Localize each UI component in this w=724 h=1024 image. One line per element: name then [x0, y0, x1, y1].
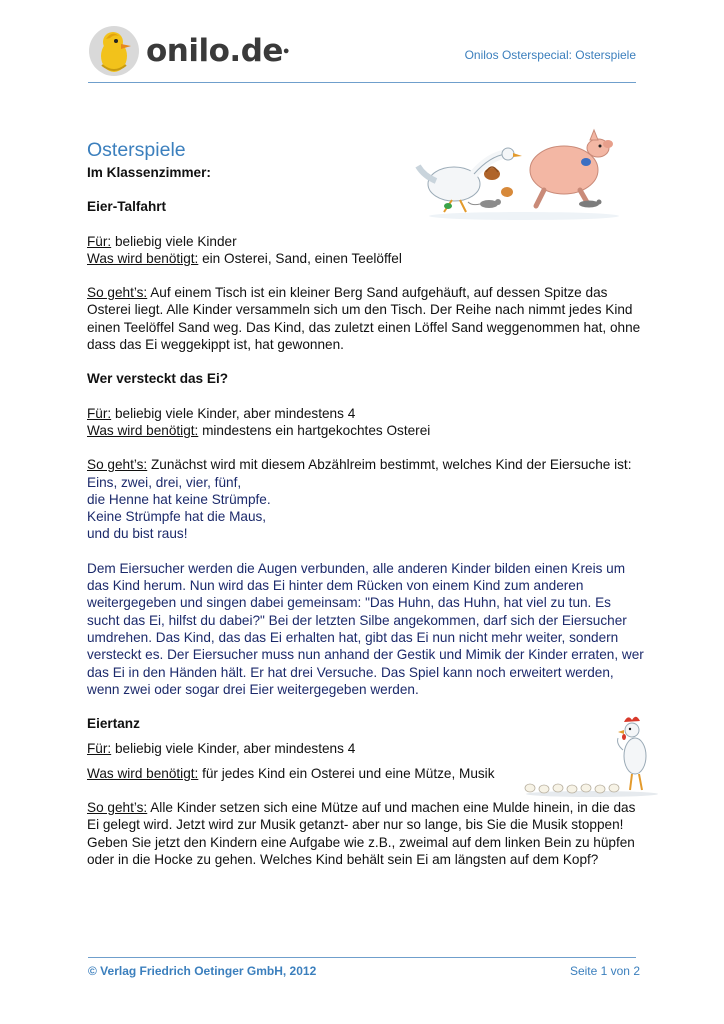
game2-how-text: Zunächst wird mit diesem Abzählreim bestimmt, welches Kind der Eiersuche ist: — [147, 457, 632, 473]
game2-for — [87, 405, 647, 422]
rhyme-line: und du bist raus! — [87, 526, 188, 542]
copyright: © Verlag Friedrich Oetinger GmbH, 2012 — [88, 964, 317, 978]
game3-how-label: So geht’s: — [87, 800, 148, 816]
rhyme-line: Keine Strümpfe hat die Maus, — [87, 509, 267, 525]
game3-heading: Eiertanz — [87, 716, 140, 732]
rhyme-line: die Henne hat keine Strümpfe. — [87, 491, 271, 507]
duck-logo-icon — [88, 25, 140, 77]
game1-needs-label: Was wird benötigt: — [87, 250, 199, 266]
game2-heading: Wer versteckt das Ei? — [87, 371, 229, 387]
game1-for-label: Für: — [87, 233, 112, 249]
onilo-logo — [88, 22, 290, 80]
game1-for — [87, 233, 647, 250]
game3-for-text: beliebig viele Kinder, aber mindestens 4 — [111, 741, 356, 757]
game1-how — [87, 284, 647, 353]
game2-how — [87, 456, 647, 473]
game2-needs-label: Was wird benötigt: — [87, 422, 199, 438]
game1-for-text: beliebig viele Kinder — [111, 233, 237, 249]
game1-how-text: Auf einem Tisch ist ein kleiner Berg Sand aufgehäuft, auf dessen Spitze das Osterei liegt. Alle Kinder versammeln sich um den Tisch. Der Reihe nach nimmt jedes Kind einen Teelöffel Sand weg. Das Kind, das zuletzt einen Löffel Sand weggenommen hat, ohne dass das Ei weggekippt ist, hat gewonnen. — [87, 285, 641, 353]
game2-paragraph: Dem Eiersucher werden die Augen verbunden, alle anderen Kinder bilden einen Kreis um das Kind herum. Nun wird das Ei hinter dem Rücken von einem Kind zum anderen weitergegeben und singen dabei gemeinsam: "Das Huhn, das Huhn, hat viel zu tun. Es sucht das Ei, hilfst du dabei?" Bei der letzten Silbe angekommen, darf sich der Eiersucher umdrehen. Das Kind, das das Ei erhalten hat, gibt das Ei nun nicht mehr weiter, sondern versteckt es. Der Eiersucher muss nun anhand der Gestik und Mimik der Kinder erraten, wer das Ei in den Händen hält. Er hat drei Versuche. Das Spiel kann noch erweitert werden, wenn zwei oder sogar drei Eier weitergegeben werden. — [87, 560, 644, 697]
game2-needs — [87, 422, 647, 439]
game3-for-label: Für: — [87, 741, 112, 757]
page-header — [88, 22, 636, 84]
game3-needs-text: für jedes Kind ein Osterei und eine Mütze, Musik — [198, 765, 495, 781]
game2-needs-text: mindestens ein hartgekochtes Osterei — [198, 422, 431, 438]
game1-heading: Eier-Talfahrt — [87, 199, 167, 215]
header-subtitle: Onilos Osterspecial: Osterspiele — [464, 48, 636, 62]
footer-divider — [88, 957, 636, 958]
game2-for-label: Für: — [87, 405, 112, 421]
rhyme-line: Eins, zwei, drei, vier, fünf, — [87, 474, 242, 490]
game3-needs-label: Was wird benötigt: — [87, 765, 199, 781]
logo-text: onilo.de — [146, 33, 283, 69]
game2-for-text: beliebig viele Kinder, aber mindestens 4 — [111, 405, 356, 421]
game2-how-label: So geht’s: — [87, 457, 148, 473]
game1-needs — [87, 250, 647, 267]
header-divider — [88, 82, 636, 83]
page-number: Seite 1 von 2 — [569, 964, 640, 978]
page-title: Osterspiele — [87, 139, 186, 161]
game3-how — [87, 799, 647, 868]
game1-how-label: So geht’s: — [87, 285, 148, 301]
game1-needs-text: ein Osterei, Sand, einen Teelöffel — [198, 250, 402, 266]
game3-how-text: Alle Kinder setzen sich eine Mütze auf und machen eine Mulde hinein, in die das Ei gelegt wird. Jetzt wird zur Musik getanzt- aber nur so lange, bis Sie die Musik stoppen! Geben Sie jetzt den Kindern eine Aufgabe wie z.B., zweimal auf dem linken Bein zu hüpfen oder in die Hocke zu gehen. Welches Kind behält sein Ei am längsten auf dem Kopf? — [87, 800, 636, 867]
section-heading: Im Klassenzimmer: — [87, 165, 211, 180]
logo-registered-dot: ● — [282, 45, 290, 57]
chicken-eggs-illustration — [520, 712, 666, 798]
